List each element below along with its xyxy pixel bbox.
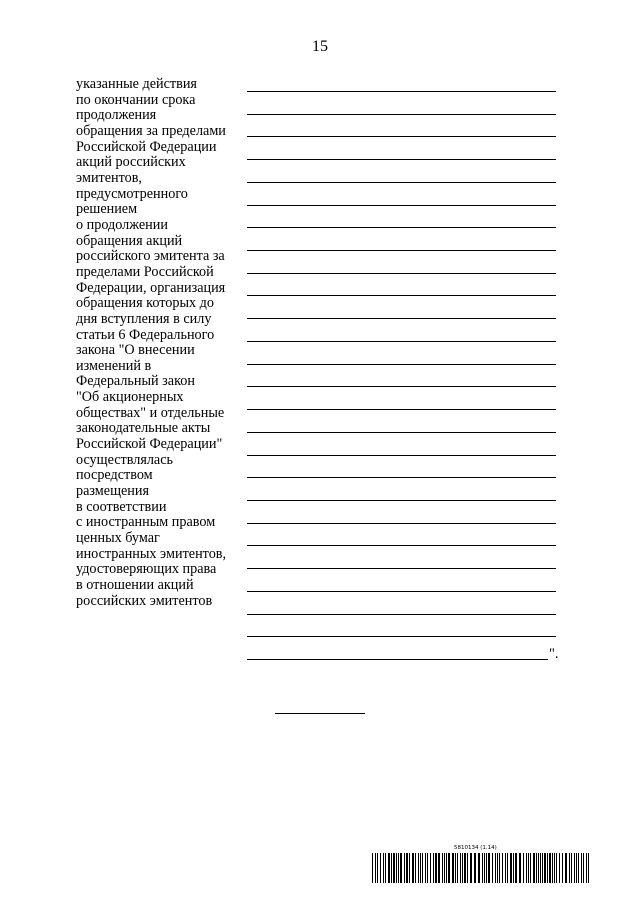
text-line: "Об акционерных <box>76 389 184 406</box>
text-line: обращения акций <box>76 232 183 249</box>
text-line: в отношении акций <box>76 577 194 593</box>
fill-in-lines <box>247 0 557 905</box>
text-line: пределами Российской <box>76 263 214 280</box>
text-line: Федеральный закон <box>76 373 195 390</box>
text-line: Российской Федерации" <box>76 436 223 453</box>
text-line: посредством <box>76 467 153 484</box>
text-line: в соответствии <box>76 498 167 515</box>
text-line: ценных бумаг <box>76 530 160 547</box>
blank-line <box>247 500 556 501</box>
barcode-code: 5810134 (1.14) <box>454 845 497 851</box>
text-line: решением <box>76 201 138 218</box>
blank-line <box>247 409 556 410</box>
page-number: 15 <box>312 38 328 55</box>
text-line: обществах" и отдельные <box>76 404 225 421</box>
text-line: обращения которых до <box>76 295 214 312</box>
blank-line <box>247 273 556 274</box>
footnote-separator <box>275 713 365 714</box>
text-line: Федерации, организация <box>76 279 226 296</box>
text-line: изменений в <box>76 357 152 374</box>
text-line: российского эмитента за <box>76 248 225 265</box>
blank-line <box>247 432 556 433</box>
blank-line <box>247 227 556 228</box>
text-line: дня вступления в силу <box>76 310 212 327</box>
blank-line <box>247 318 556 319</box>
text-line: по окончании срока <box>76 91 196 108</box>
blank-line <box>247 523 556 524</box>
blank-line <box>247 386 556 387</box>
text-line: осуществлялась <box>76 451 173 468</box>
blank-line <box>247 614 556 615</box>
blank-line <box>247 295 556 296</box>
text-line: законодательные акты <box>76 420 211 437</box>
blank-line <box>247 136 556 137</box>
text-line: Российской Федерации <box>76 138 217 155</box>
blank-line <box>247 205 556 206</box>
blank-line <box>247 591 556 592</box>
text-line: предусмотренного <box>76 185 188 202</box>
text-line: закона "О внесении <box>76 342 195 359</box>
blank-line <box>247 568 556 569</box>
blank-line <box>247 477 556 478</box>
text-line: российских эмитентов <box>76 592 213 609</box>
blank-line <box>247 455 556 456</box>
text-line: иностранных эмитентов, <box>76 545 227 562</box>
closing-quote: ". <box>549 646 559 662</box>
blank-line <box>247 636 556 637</box>
blank-line <box>247 182 556 183</box>
text-line: продолжения <box>76 107 157 124</box>
text-line: о продолжении <box>76 216 168 233</box>
text-line: статьи 6 Федерального <box>76 326 215 343</box>
text-line: эмитентов, <box>76 169 142 186</box>
left-column-text <box>76 77 251 609</box>
blank-line <box>247 545 556 546</box>
barcode <box>372 845 592 885</box>
text-line: размещения <box>76 483 150 500</box>
blank-line <box>247 250 556 251</box>
blank-line <box>247 91 556 92</box>
text-line: удостоверяющих права <box>76 561 217 578</box>
text-line: с иностранным правом <box>76 514 216 531</box>
text-line: обращения за пределами <box>76 122 226 139</box>
blank-line <box>247 159 556 160</box>
text-line: указанные действия <box>76 76 197 92</box>
blank-line <box>247 364 556 365</box>
barcode-icon <box>372 853 592 883</box>
blank-line <box>247 659 548 660</box>
blank-line <box>247 114 556 115</box>
text-line: акций российских <box>76 154 186 171</box>
blank-line <box>247 341 556 342</box>
